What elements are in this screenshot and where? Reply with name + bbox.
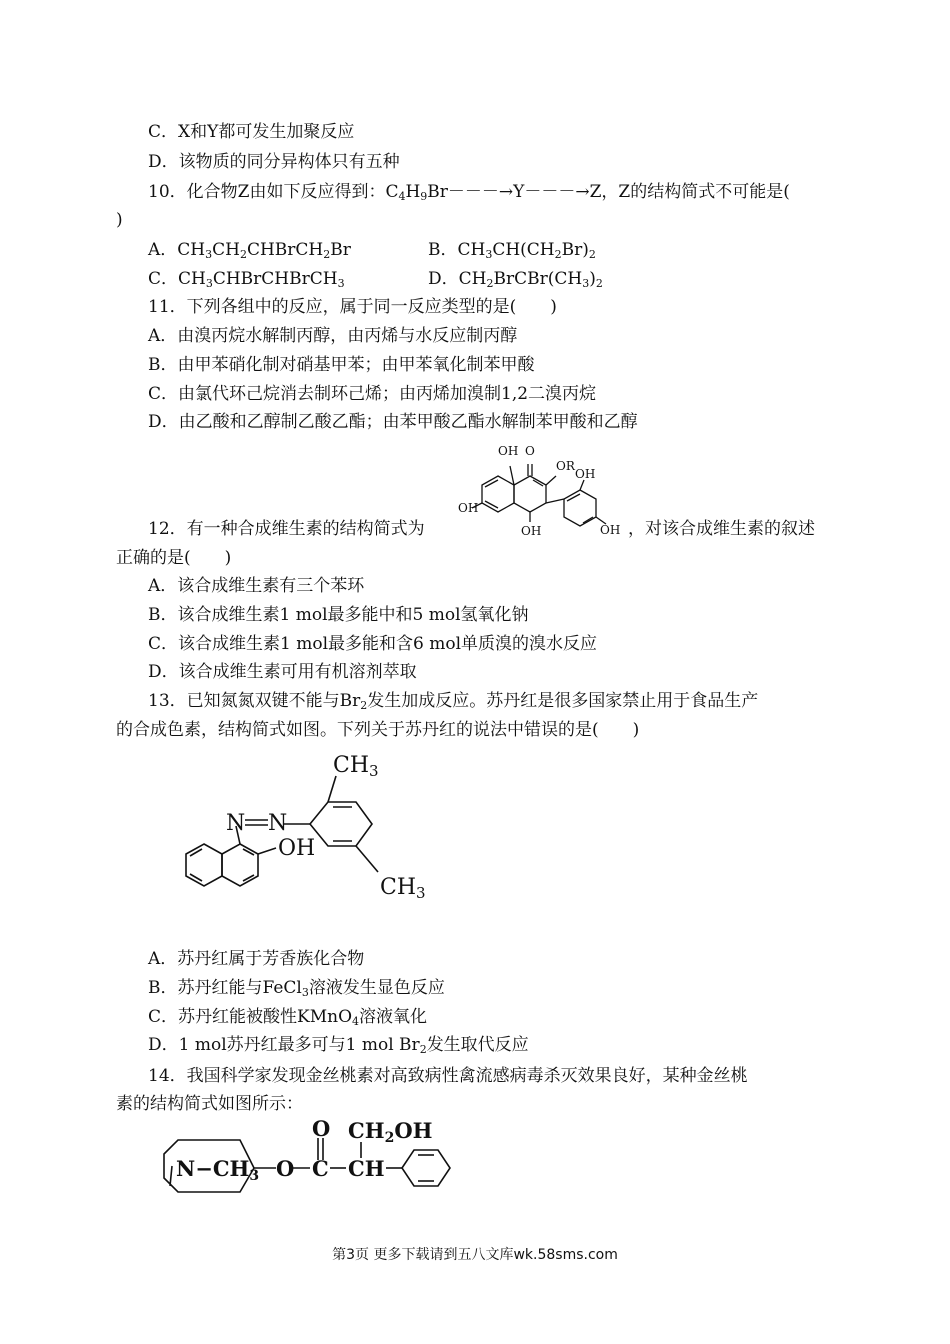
- q14-label-o-top: O: [312, 1118, 331, 1141]
- q13-structure-image: [150, 744, 450, 944]
- q12-label-oh-left: OH: [458, 501, 479, 515]
- q13-option-a: A．苏丹红属于芳香族化合物: [148, 949, 365, 969]
- q13-label-n2: N: [268, 811, 288, 836]
- q12-label-oh-top: OH: [498, 444, 519, 458]
- q10-option-a: A．$CH_3CH_2CHBrCH_2Br$: [148, 240, 351, 261]
- q12-stem-start: 12．有一种合成维生素的结构简式为: [148, 519, 425, 539]
- q10-stem: 10．化合物Z由如下反应得到：$C_4H_9Br---\to Y---\to Z$，Z的结构简式不可能是(: [148, 182, 790, 203]
- q12-option-b: B．该合成维生素1 mol最多能中和5 mol氢氧化钠: [148, 605, 529, 625]
- q13-option-d: D．1 mol苏丹红最多可与1 mol $Br_2$发生取代反应: [148, 1035, 529, 1056]
- q12-option-d: D．该合成维生素可用有机溶剂萃取: [148, 662, 417, 682]
- q10-stem-close: ): [116, 210, 123, 230]
- q10-option-b: B．$CH_3CH(CH_2Br)_2$: [428, 240, 596, 261]
- q11-option-a: A．由溴丙烷水解制丙醇，由丙烯与水反应制丙醇: [148, 326, 518, 346]
- q11-option-d: D．由乙酸和乙醇制乙酸乙酯；由苯甲酸乙酯水解制苯甲酸和乙醇: [148, 412, 638, 432]
- q14-stem-continued: 素的结构简式如图所示：: [116, 1094, 303, 1114]
- q13-label-oh: OH: [278, 836, 316, 861]
- q10-option-d: D．$CH_2BrCBr(CH_3)_2$: [428, 269, 603, 290]
- q12-structure-image: [458, 440, 628, 540]
- q13-label-ch3-top: CH3: [333, 753, 379, 780]
- q12-stem-continued: 正确的是( ): [116, 548, 232, 568]
- q12-label-oh-right-top: OH: [575, 467, 596, 481]
- page-footer: 第3页 更多下载请到五八文库wk.58sms.com: [332, 1247, 618, 1263]
- q14-label-o-link: O: [276, 1156, 295, 1181]
- q9-option-c: C．X和Y都可发生加聚反应: [148, 122, 355, 142]
- q12-stem-end: ，对该合成维生素的叙述: [628, 519, 815, 539]
- q13-option-b: B．苏丹红能与FeCl$_3$溶液发生显色反应: [148, 978, 445, 999]
- q11-option-b: B．由甲苯硝化制对硝基甲苯；由甲苯氧化制苯甲酸: [148, 355, 535, 375]
- q14-label-c: C: [312, 1156, 329, 1181]
- q12-label-oh-right: OH: [600, 523, 621, 537]
- q13-label-n1: N: [226, 811, 246, 836]
- q12-option-c: C．该合成维生素1 mol最多能和含6 mol单质溴的溴水反应: [148, 634, 598, 654]
- q14-structure-image: [150, 1118, 460, 1198]
- q12-label-o: O: [525, 444, 535, 458]
- q12-label-or: OR: [556, 459, 575, 473]
- q11-option-c: C．由氯代环己烷消去制环己烯；由丙烯加溴制1,2二溴丙烷: [148, 384, 597, 404]
- q13-option-c: C．苏丹红能被酸性KMnO$_4$溶液氧化: [148, 1007, 427, 1028]
- q12-label-oh-bottom: OH: [521, 524, 542, 538]
- q14-label-ch: CH: [348, 1156, 385, 1181]
- q12-option-a: A．该合成维生素有三个苯环: [148, 576, 365, 596]
- q11-stem: 11．下列各组中的反应，属于同一反应类型的是( ): [148, 297, 557, 317]
- q14-label-n-ch3: N−CH3: [176, 1156, 260, 1184]
- q13-stem-continued: 的合成色素，结构简式如图。下列关于苏丹红的说法中错误的是( ): [116, 720, 640, 740]
- q14-stem: 14．我国科学家发现金丝桃素对高致病性禽流感病毒杀灭效果良好，某种金丝桃: [148, 1066, 748, 1086]
- q9-option-d: D．该物质的同分异构体只有五种: [148, 152, 400, 172]
- q13-stem: 13．已知氮氮双键不能与$Br_2$发生加成反应。苏丹红是很多国家禁止用于食品生产: [148, 691, 759, 712]
- q10-option-c: C．$CH_3CHBrCHBrCH_3$: [148, 269, 345, 290]
- q13-label-ch3-bottom: CH3: [380, 875, 426, 902]
- q14-label-ch2oh: CH2OH: [348, 1118, 433, 1146]
